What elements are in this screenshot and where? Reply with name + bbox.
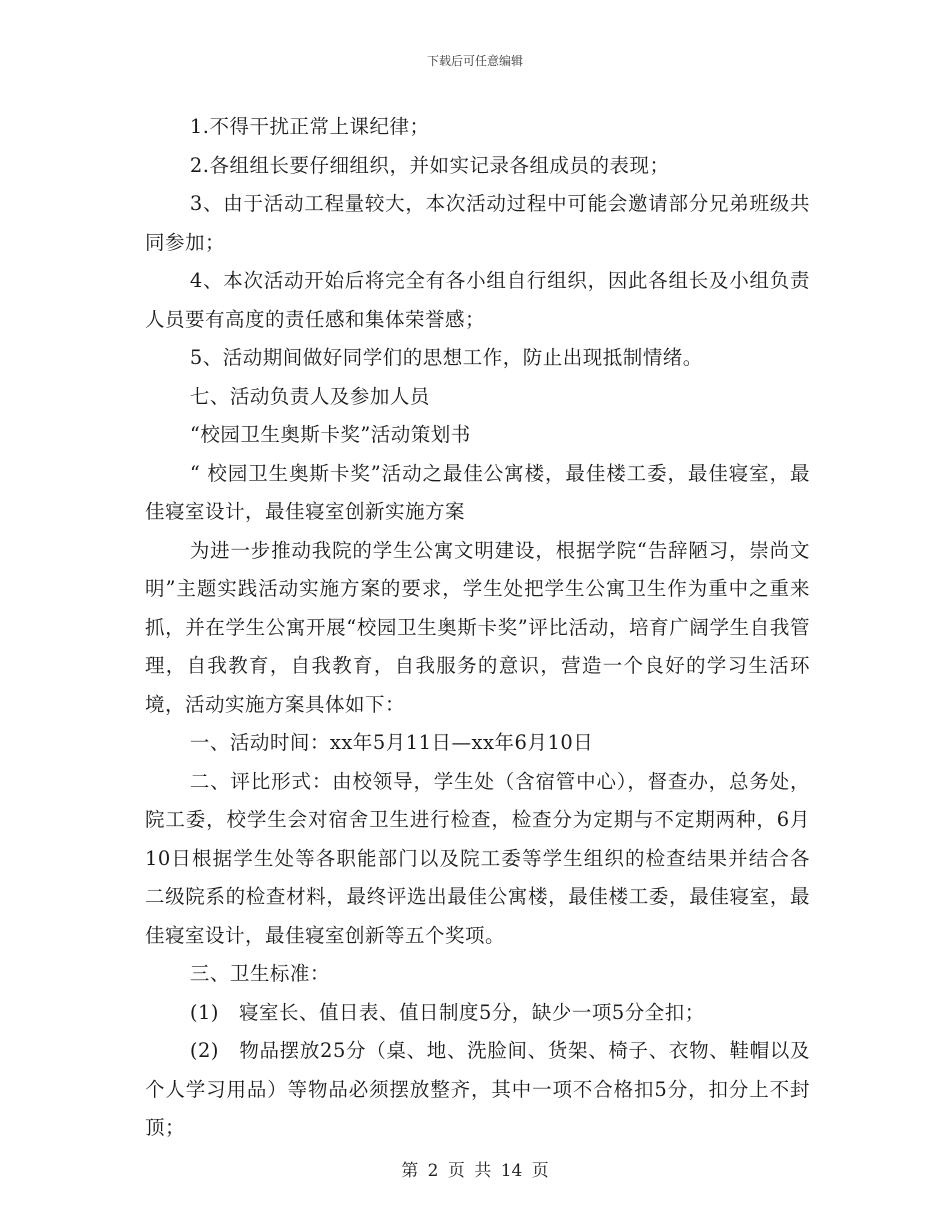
paragraph: “ 校园卫生奥斯卡奖”活动之最佳公寓楼，最佳楼工委，最佳寝室，最佳寝室设计，最佳寝室创新实施方案: [145, 461, 810, 523]
section-heading: 三、卫生标准：: [189, 962, 330, 985]
paragraph: 为进一步推动我院的学生公寓文明建设，根据学院“告辞陋习，崇尚文明”主题实践活动实施方案的要求，学生处把学生公寓卫生作为重中之重来抓，并在学生公寓开展“校园卫生奥斯卡奖”评比活动，培育广阔学生自我管理，自我教育，自我教育，自我服务的意识，营造一个良好的学习生活环境，活动实施方案具体如下：: [145, 538, 810, 716]
paragraph: 3、由于活动工程量较大，本次活动过程中可能会邀请部分兄弟班级共同参加；: [145, 192, 810, 254]
paragraph: 二、评比形式：由校领导，学生处（含宿管中心），督查办，总务处，院工委，校学生会对宿舍卫生进行检查，检查分为定期与不定期两种，6月10日根据学生处等各职能部门以及院工委等学生组织的检查结果并结合各二级院系的检查材料，最终评选出最佳公寓楼，最佳楼工委，最佳寝室，最佳寝室设计，最佳寝室创新等五个奖项。: [145, 769, 810, 947]
document-body: [145, 108, 810, 1148]
list-item: (1) 寝室长、值日表、值日制度5分，缺少一项5分全扣；: [189, 1000, 705, 1024]
paragraph: 1.不得干扰正常上课纪律；: [189, 115, 430, 138]
page-footer: 第 2 页 共 14 页: [401, 1161, 549, 1181]
section-heading: 一、活动时间：xx年5月11日—xx年6月10日: [189, 731, 594, 754]
list-item: (2) 物品摆放25分（桌、地、洗脸间、货架、椅子、衣物、鞋帽以及个人学习用品）等物品必须摆放整齐，其中一项不合格扣5分，扣分上不封顶；: [145, 1039, 810, 1139]
document-title: “校园卫生奥斯卡奖”活动策划书: [189, 423, 471, 446]
section-heading: 七、活动负责人及参加人员: [189, 384, 430, 408]
paragraph: 4、本次活动开始后将完全有各小组自行组织，因此各组长及小组负责人员要有高度的责任感和集体荣誉感；: [145, 269, 810, 331]
page-header: 下载后可任意编辑: [426, 54, 523, 68]
paragraph: 5、活动期间做好同学们的思想工作，防止出现抵制情绪。: [189, 346, 703, 369]
paragraph: 2.各组组长要仔细组织，并如实记录各组成员的表现；: [189, 153, 670, 177]
